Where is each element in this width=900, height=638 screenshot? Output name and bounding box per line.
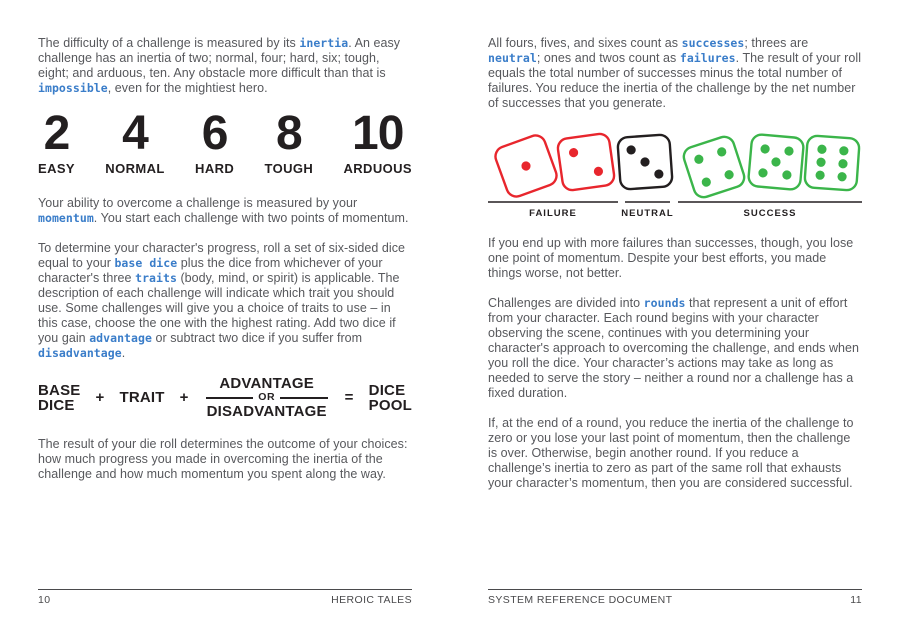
code-term: inertia — [299, 36, 349, 50]
text-segment: , even for the mightiest hero. — [107, 81, 268, 95]
text-segment: If, at the end of a round, you reduce the inertia of the challenge to zero or you lose your last point of momentum, then the challenge is over. Otherwise, begin another round. If you reduce a challenge’s inertia to zero as part of the same roll that exhausts your character’s momentum, then you are considered successful. — [488, 416, 854, 490]
text-segment: ; threes are — [744, 36, 809, 50]
formula-disadvantage: DISADVANTAGE — [206, 402, 327, 420]
formula-trait: TRAIT — [119, 389, 165, 407]
page-right-content — [488, 36, 862, 506]
page-number: 10 — [38, 594, 51, 606]
formula-base-line2: DICE — [38, 396, 75, 414]
paragraph-failures — [488, 236, 862, 281]
formula-or-row — [206, 392, 328, 404]
page-number: 11 — [850, 594, 862, 606]
die-showing-3 — [617, 134, 673, 190]
dice-group-label-failure: FAILURE — [529, 208, 577, 219]
die-showing-4 — [681, 134, 747, 200]
formula-pool-line1: DICE — [368, 381, 406, 399]
text-segment: . The result of your roll equals the total number of successes minus the total number of failures. You reduce the inertia of the challenge by the net number of successes that you generate. — [488, 51, 862, 110]
text-segment: or subtract two dice if you suffer from — [151, 330, 363, 345]
page-left-content — [38, 36, 412, 497]
text-segment: that represent a unit of effort from your character. Each round begins with your character observing the scene, continues with you determining your character's approach to overcoming the challenge, and ends when you roll the dice. Your character’s actions may take as long as needed to serve the story – neither a round nor a challenge has a fixed duration. — [488, 296, 860, 400]
inertia-label: HARD — [195, 160, 235, 176]
inertia-label: ARDUOUS — [343, 160, 412, 176]
die-showing-6 — [804, 135, 860, 191]
inertia-value: 4 — [122, 107, 148, 160]
die-showing-1 — [493, 133, 560, 200]
paragraph-inertia — [38, 36, 412, 96]
inertia-value: 2 — [43, 107, 70, 160]
die-showing-5 — [748, 134, 804, 190]
inertia-label: TOUGH — [264, 160, 314, 176]
plus-sign: + — [95, 389, 105, 407]
document-title: SYSTEM REFERENCE DOCUMENT — [488, 594, 673, 606]
code-term: base dice — [114, 255, 178, 270]
text-segment: ; ones and twos count as — [536, 51, 680, 65]
text-segment: If you end up with more failures than successes, though, you lose one point of momentum. Despite your best efforts, you made things worse, not better. — [488, 236, 854, 280]
paragraph-result — [38, 437, 412, 482]
rule-line — [280, 397, 328, 400]
book-title: HEROIC TALES — [331, 594, 412, 606]
text-segment: Your ability to overcome a challenge is measured by your — [38, 195, 358, 210]
inertia-label: NORMAL — [105, 160, 165, 176]
rule-line — [206, 397, 254, 400]
code-term: traits — [135, 270, 177, 285]
formula-advantage-fraction — [204, 376, 330, 421]
equals-sign: = — [344, 389, 354, 407]
formula-advantage: ADVANTAGE — [219, 374, 314, 392]
paragraph-roll — [38, 241, 412, 361]
dice-group-label-neutral: NEUTRAL — [621, 208, 674, 219]
inertia-scale-normal — [105, 107, 165, 176]
inertia-value: 8 — [275, 107, 302, 160]
inertia-scale — [38, 107, 412, 176]
code-term: impossible — [38, 81, 108, 95]
code-term: rounds — [643, 296, 686, 310]
text-segment: All fours, fives, and sixes count as — [488, 36, 682, 50]
footer-left — [38, 589, 412, 606]
text-segment: . You start each challenge with two points of momentum. — [93, 210, 409, 225]
formula-base-line1: BASE — [38, 381, 81, 399]
formula-pool-line2: POOL — [368, 396, 412, 414]
inertia-value: 6 — [201, 107, 228, 160]
text-segment: . — [121, 345, 126, 360]
text-segment: . An easy challenge has an inertia of two; normal, four; hard, six; tough, eight; and arduous, ten. Any obstacle more difficult than that is — [38, 36, 401, 80]
text-segment: The difficulty of a challenge is measured by its — [38, 36, 300, 50]
paragraph-rounds — [488, 296, 862, 401]
inertia-scale-hard — [195, 107, 235, 176]
text-segment: plus the dice from whichever of your character's three — [38, 255, 383, 285]
formula-base-dice — [38, 383, 80, 413]
formula-or: OR — [258, 391, 276, 404]
formula-dice-pool — [369, 383, 412, 413]
inertia-value: 10 — [352, 107, 404, 160]
text-segment: The result of your die roll determines the outcome of your choices: how much progress you made in overcoming the inertia of the challenge and how much momentum you spent along the way. — [38, 437, 408, 482]
page-right — [450, 0, 900, 638]
code-term: successes — [681, 36, 745, 50]
inertia-label: EASY — [38, 160, 76, 176]
dice-group-label-success: SUCCESS — [743, 208, 797, 219]
code-term: advantage — [89, 330, 152, 345]
text-segment: To determine your character's progress, roll a set of six-sided dice equal to your — [38, 240, 406, 270]
inertia-scale-easy — [38, 107, 76, 176]
dice-pool-formula — [38, 376, 412, 421]
code-term: failures — [679, 51, 736, 65]
dice-results-figure — [488, 126, 862, 222]
text-segment: (body, mind, or spirit) is applicable. The description of each challenge will indicate which trait you should use. Some challenges will give you a choice of traits to use – in this case, choose the one with the highest rating. Add two dice if you gain — [38, 270, 400, 345]
paragraph-successes — [488, 36, 862, 111]
code-term: disadvantage — [38, 345, 122, 360]
footer-right — [488, 589, 862, 606]
paragraph-momentum — [38, 196, 412, 226]
inertia-scale-arduous — [343, 107, 412, 176]
inertia-scale-tough — [264, 107, 314, 176]
code-term: momentum — [38, 210, 94, 225]
paragraph-round-end — [488, 416, 862, 491]
code-term: neutral — [488, 51, 537, 65]
die-showing-2 — [557, 133, 616, 192]
plus-sign: + — [179, 389, 189, 407]
text-segment: Challenges are divided into — [488, 296, 644, 310]
